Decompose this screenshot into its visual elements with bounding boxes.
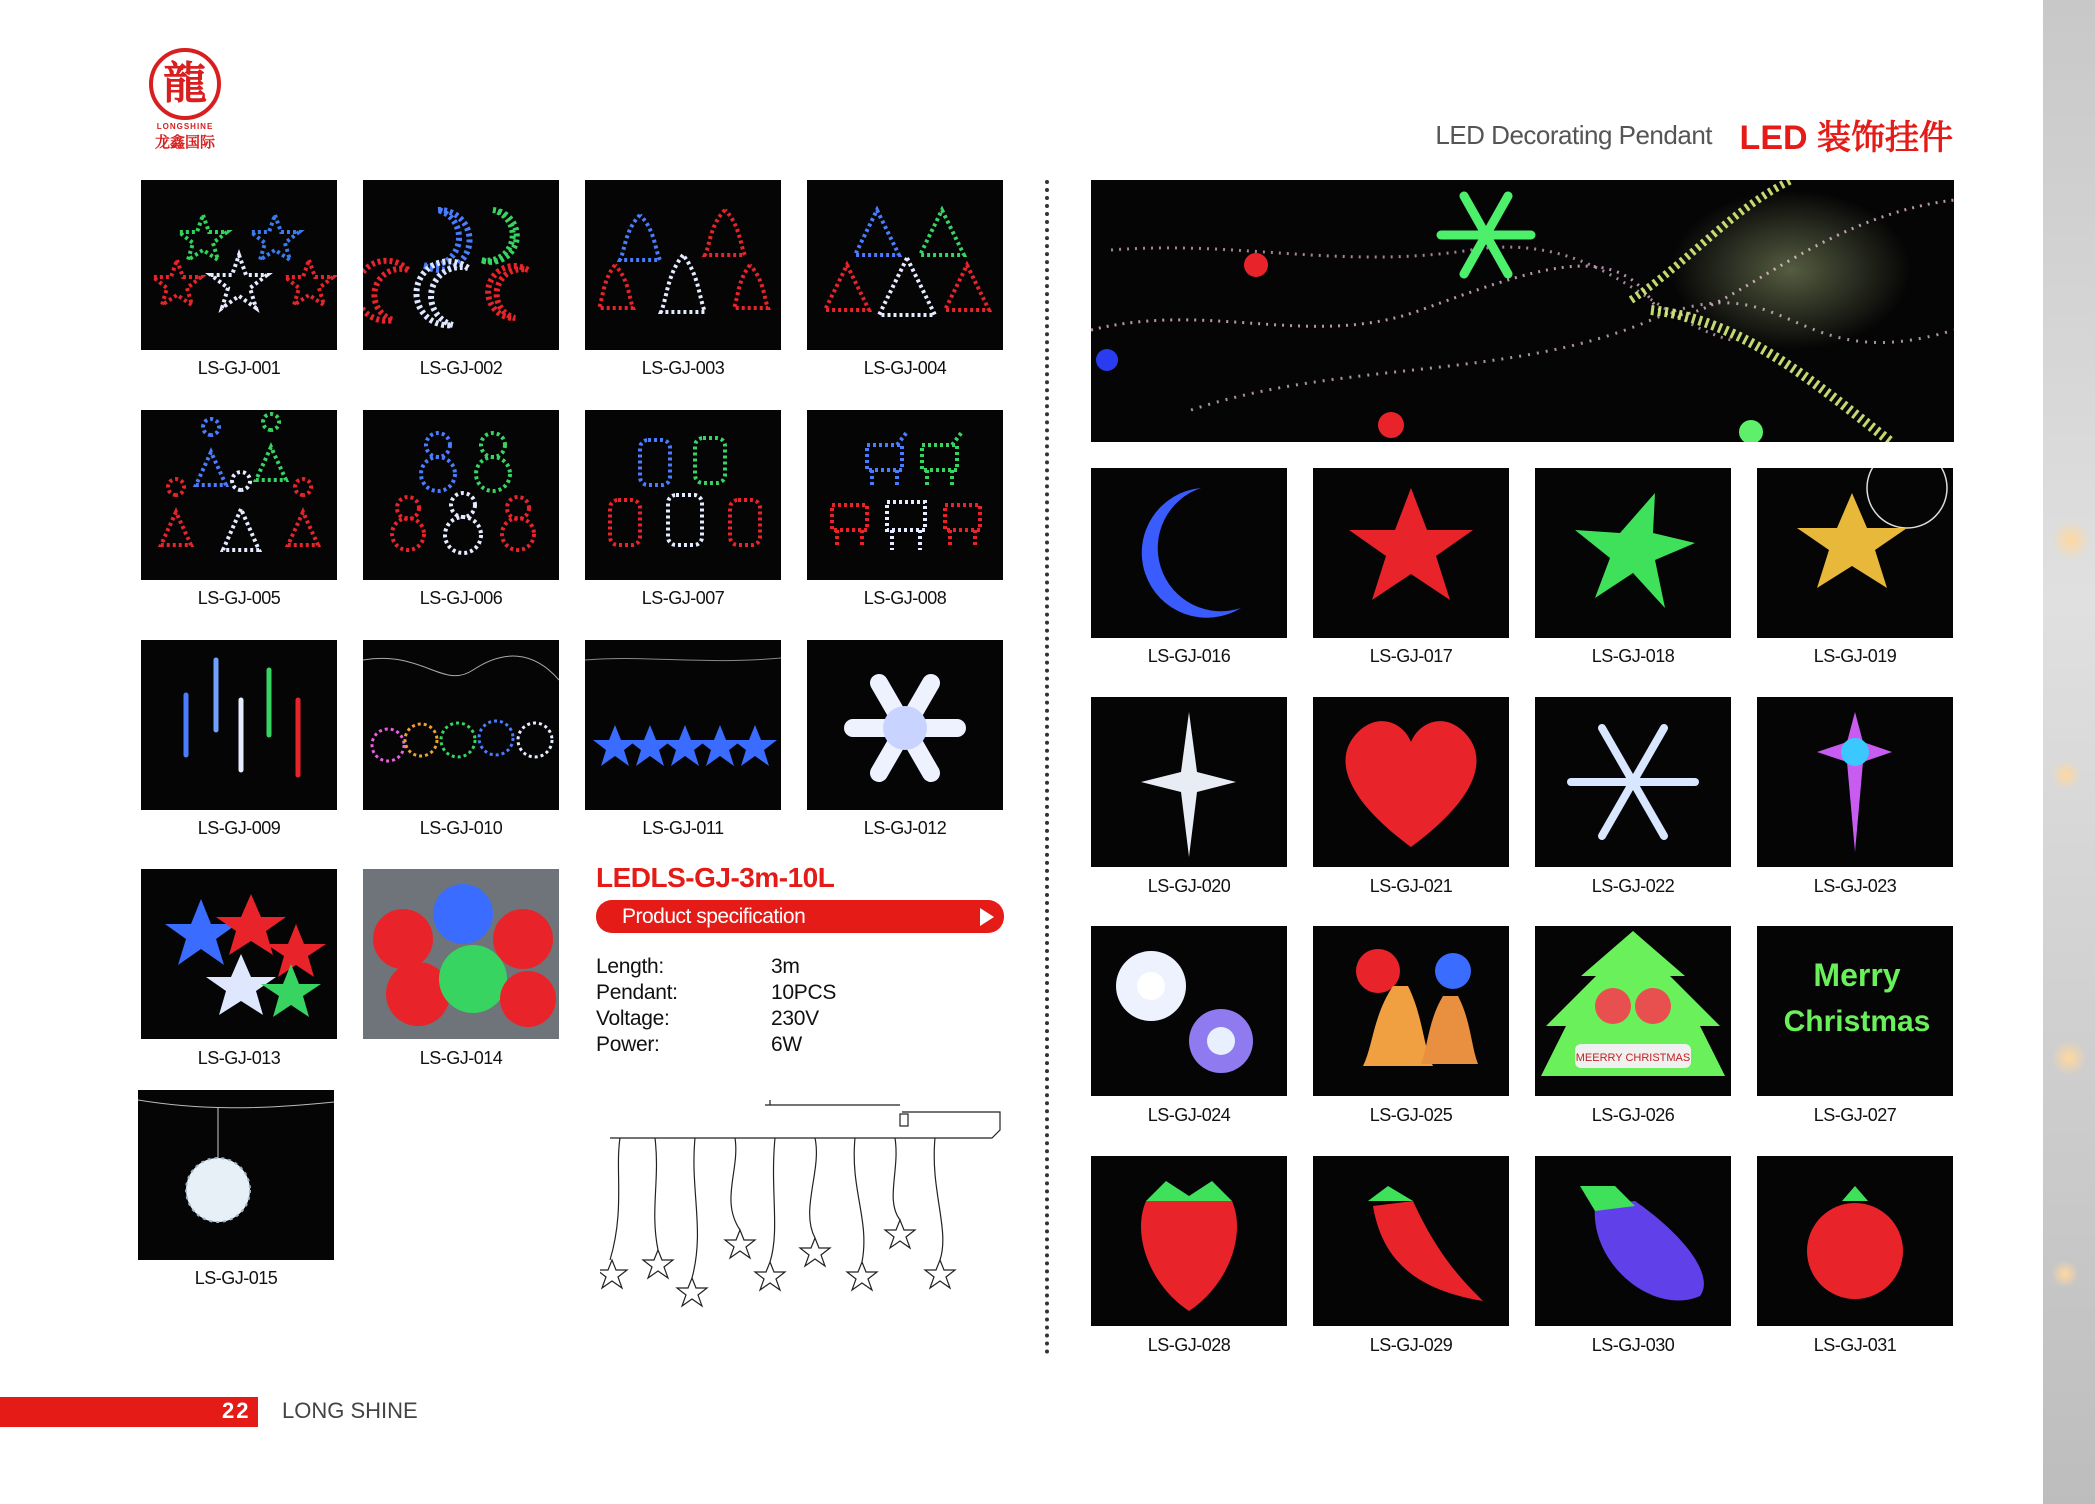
- spec-value: 230V: [771, 1007, 819, 1030]
- product-code: LS-GJ-011: [642, 818, 724, 838]
- string-diagram: [600, 1090, 1020, 1340]
- product-code: LS-GJ-026: [1591, 1105, 1675, 1125]
- product-photo-012: [807, 640, 1003, 810]
- spec-row: [596, 981, 837, 1005]
- eggplant-icon: [1535, 1156, 1731, 1326]
- product-code: LS-GJ-030: [1591, 1335, 1675, 1355]
- flowers-icon: [1091, 926, 1287, 1096]
- spec-label: Power:: [596, 1033, 660, 1056]
- north-star-icon: [1091, 697, 1287, 867]
- edge-photo-strip: [2043, 0, 2095, 1504]
- arrow-right-icon: [980, 908, 994, 926]
- product-photo-005: [141, 410, 337, 580]
- product-code: LS-GJ-020: [1147, 876, 1231, 896]
- santas-icon: [585, 410, 781, 580]
- product-photo-021: [1313, 697, 1509, 867]
- product-code: LS-GJ-012: [863, 818, 947, 838]
- product-photo-025: [1313, 926, 1509, 1096]
- product-code: LS-GJ-031: [1813, 1335, 1897, 1355]
- merry-text: Merry: [1813, 957, 1901, 993]
- product-photo-020: [1091, 697, 1287, 867]
- product-photo-007: [585, 410, 781, 580]
- product-code: LS-GJ-010: [419, 818, 503, 838]
- spec-value: 10PCS: [771, 981, 837, 1004]
- page-title-chinese: LED 装饰挂件: [1739, 119, 1953, 157]
- product-photo-011: [585, 640, 781, 810]
- stars-icon: [141, 180, 337, 350]
- blue-stars-icon: [585, 640, 781, 810]
- product-photo-002: [363, 180, 559, 350]
- ball-icon: [138, 1090, 334, 1260]
- moons-icon: [363, 180, 559, 350]
- product-code: LS-GJ-025: [1369, 1105, 1453, 1125]
- spec-header-bar: [596, 900, 1004, 933]
- product-code: LS-GJ-013: [197, 1048, 281, 1068]
- product-photo-019: [1757, 468, 1953, 638]
- product-code: LS-GJ-022: [1591, 876, 1675, 896]
- moon-icon: [1091, 468, 1287, 638]
- heart-icon: [1313, 697, 1509, 867]
- product-code: LS-GJ-019: [1813, 646, 1897, 666]
- product-photo-013: [141, 869, 337, 1039]
- reindeer-icon: [807, 410, 1003, 580]
- product-title: LEDLS-GJ-3m-10L: [596, 862, 835, 893]
- product-photo-023: [1757, 697, 1953, 867]
- product-photo-018: [1535, 468, 1731, 638]
- spec-label: Length:: [596, 955, 664, 978]
- product-photo-003: [585, 180, 781, 350]
- product-photo-031: [1757, 1156, 1953, 1326]
- angels-icon: [141, 410, 337, 580]
- product-photo-004: [807, 180, 1003, 350]
- dotted-divider: [1045, 180, 1049, 1355]
- product-photo-026: [1535, 926, 1731, 1096]
- bells-icon: [585, 180, 781, 350]
- spec-row: [596, 1007, 819, 1031]
- footer-brand: LONG SHINE: [282, 1398, 418, 1423]
- product-photo-014: [363, 869, 559, 1039]
- banner-lights: [1091, 180, 1954, 442]
- product-photo-027: [1757, 926, 1953, 1096]
- product-code: LS-GJ-002: [419, 358, 503, 378]
- spec-row: [596, 955, 800, 979]
- footer-bar: [0, 1397, 258, 1427]
- product-code: LS-GJ-017: [1369, 646, 1453, 666]
- product-photo-022: [1535, 697, 1731, 867]
- spec-label: Voltage:: [596, 1007, 670, 1030]
- christmas-text: Christmas: [1783, 1005, 1931, 1038]
- page-number: 22: [222, 1398, 251, 1423]
- page-title-english: LED Decorating Pendant: [1435, 120, 1712, 150]
- product-code: LS-GJ-015: [194, 1268, 278, 1288]
- maple-leaves-icon: [363, 869, 559, 1039]
- spec-label: Pendant:: [596, 981, 678, 1004]
- snowmen-icon: [363, 410, 559, 580]
- multipoint-stars-icon: [363, 640, 559, 810]
- tomato-icon: [1757, 1156, 1953, 1326]
- product-code: LS-GJ-024: [1147, 1105, 1231, 1125]
- product-code: LS-GJ-004: [863, 358, 947, 378]
- bells-icon: [1313, 926, 1509, 1096]
- banner-photo: [1091, 180, 1954, 442]
- product-photo-016: [1091, 468, 1287, 638]
- product-photo-024: [1091, 926, 1287, 1096]
- product-code: LS-GJ-018: [1591, 646, 1675, 666]
- trees-icon: [807, 180, 1003, 350]
- 3d-stars-icon: [141, 869, 337, 1039]
- red-star-icon: [1313, 468, 1509, 638]
- product-code: LS-GJ-003: [641, 358, 725, 378]
- product-code: LS-GJ-021: [1369, 876, 1453, 896]
- christmas-tree-icon: [1535, 926, 1731, 1096]
- logo-english: LONGSHINE: [156, 122, 214, 131]
- product-code: LS-GJ-005: [197, 588, 281, 608]
- green-star-icon: [1535, 468, 1731, 638]
- spec-value: 3m: [771, 955, 800, 978]
- spec-value: 6W: [771, 1033, 802, 1056]
- product-code: LS-GJ-014: [419, 1048, 503, 1068]
- product-code: LS-GJ-009: [197, 818, 281, 838]
- product-code: LS-GJ-006: [419, 588, 503, 608]
- gold-star-icon: [1757, 468, 1953, 638]
- product-code: LS-GJ-023: [1813, 876, 1897, 896]
- bethlehem-star-icon: [1757, 697, 1953, 867]
- tree-banner-text: MEERRY CHRISTMAS: [1575, 1052, 1691, 1064]
- product-photo-010: [363, 640, 559, 810]
- product-code: LS-GJ-028: [1147, 1335, 1231, 1355]
- merry-christmas-icon: [1757, 926, 1953, 1096]
- chili-icon: [1313, 1156, 1509, 1326]
- logo-chinese: 龙鑫国际: [154, 134, 215, 151]
- spec-header-label: Product specification: [622, 905, 806, 928]
- product-photo-030: [1535, 1156, 1731, 1326]
- product-photo-017: [1313, 468, 1509, 638]
- product-photo-015: [138, 1090, 334, 1260]
- product-code: LS-GJ-027: [1813, 1105, 1897, 1125]
- product-photo-008: [807, 410, 1003, 580]
- strawberry-icon: [1091, 1156, 1287, 1326]
- product-code: LS-GJ-029: [1369, 1335, 1453, 1355]
- snowflake-icon: [807, 640, 1003, 810]
- spec-row: [596, 1033, 802, 1057]
- product-photo-028: [1091, 1156, 1287, 1326]
- product-code: LS-GJ-008: [863, 588, 947, 608]
- product-photo-001: [141, 180, 337, 350]
- product-code: LS-GJ-007: [641, 588, 725, 608]
- logo-seal: 龍: [149, 48, 221, 120]
- product-code: LS-GJ-001: [197, 358, 281, 378]
- icicles-icon: [141, 640, 337, 810]
- brand-logo: [140, 48, 230, 160]
- product-photo-029: [1313, 1156, 1509, 1326]
- product-photo-009: [141, 640, 337, 810]
- snowflake-icon: [1535, 697, 1731, 867]
- product-code: LS-GJ-016: [1147, 646, 1231, 666]
- product-photo-006: [363, 410, 559, 580]
